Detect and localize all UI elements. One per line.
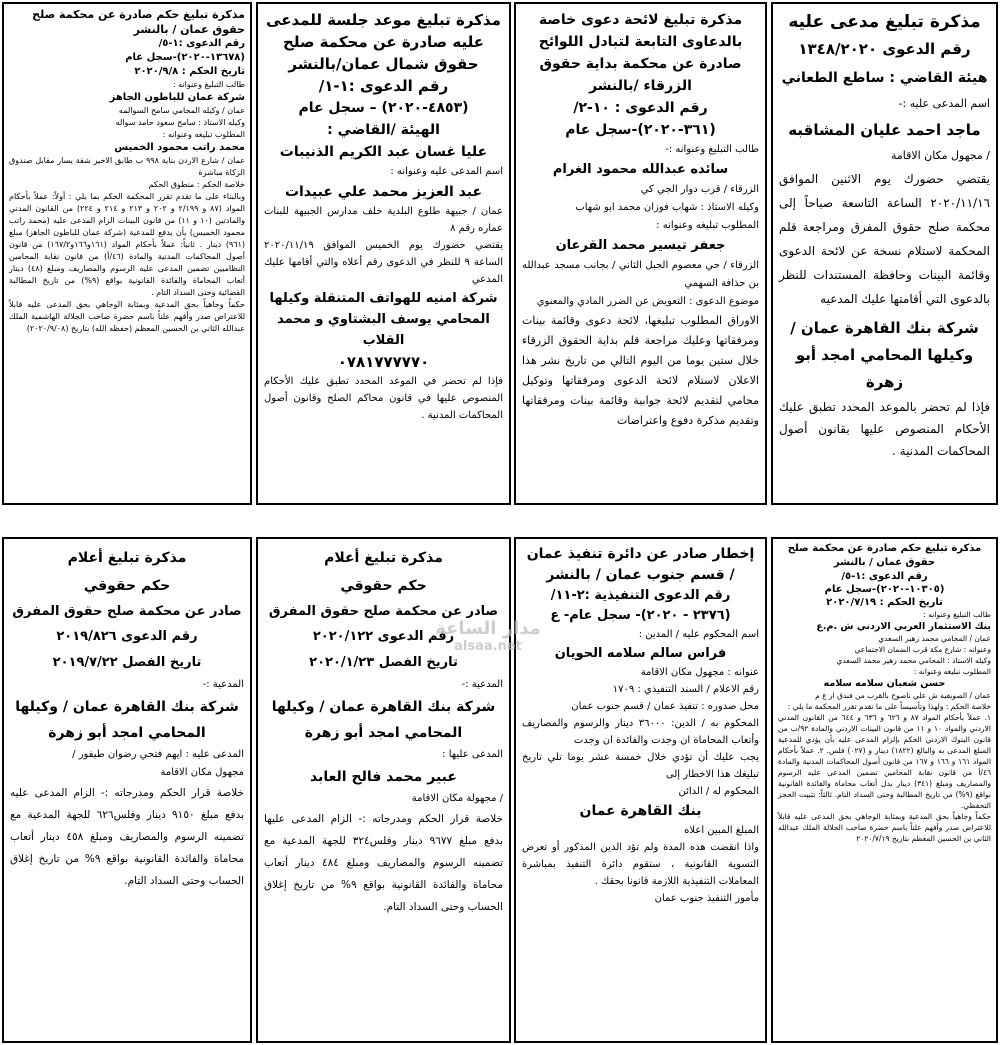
notice-defendant-summons [771, 2, 998, 505]
notice-title: مذكرة تبليغ حكم صادرة عن محكمة صلح حقوق عمان / بالنشر [787, 543, 982, 568]
judge-name: عليا غسان عبد الكريم الذنيبات [279, 144, 488, 160]
notice-claim-statement [514, 2, 767, 505]
notice-title: مذكرة تبليغ لائحة دعوى خاصة بالدعاوى التابعة لتبادل اللوائح صادرة عن محكمة بداية حقوق الزرقاء /بالنشر [538, 12, 743, 94]
court-name: صادر عن محكمة صلح حقوق المفرق [268, 604, 499, 619]
notice-closing: فإذا لم تحضر بالموعد المحدد تطبق عليك الأحكام المنصوص عليها بقانون أصول المحاكمات المدنية . [779, 400, 990, 458]
defendant-address: مجهول مكان الاقامة [160, 767, 244, 778]
requester-name: سائده عبدالله محمود الغرام [552, 162, 729, 177]
judge-label: الهيئة /القاضي : [327, 122, 440, 138]
requester-lawyer: عمان / المحامي محمد زهير السعدي [878, 634, 991, 643]
judgment-summary: خلاصة الحكم : ولهذا وتأسيساً على ما تقدم تقرر المحكمة ما يلي : [787, 702, 991, 711]
creditor-name: بنك القاهرة عمان [579, 803, 702, 819]
defendant-label: اسم المدعى عليه :- [898, 97, 990, 110]
plaintiff-name: شركة بنك القاهرة عمان / وكيلها المحامي امجد أبو زهرة [790, 319, 979, 391]
debtor-label: اسم المحكوم عليه / المدين : [638, 629, 759, 640]
notice-judgment-concrete [2, 2, 252, 505]
case-record: (٢٣٧٦ - ٢٠٢٠)- سجل عام- ع [550, 608, 731, 623]
defendant-name: عبد العزيز محمد علي عبيدات [284, 184, 483, 200]
defendant-name: ماجد احمد عليان المشاقبه [788, 121, 981, 139]
target-name: حسن شعبان سلامه سلامه [823, 678, 946, 689]
notice-title: مذكرة تبليغ موعد جلسة للمدعى عليه صادرة عن محكمة صلح حقوق شمال عمان/بالنشر [266, 11, 501, 73]
defendant-label: المدعى عليها : [442, 749, 503, 760]
defendant-label: اسم المدعى عليه وعنوانه : [390, 166, 503, 177]
notice-judgment-abeer [256, 537, 511, 1043]
notice-session-date [256, 2, 511, 505]
target-label: المطلوب تبليغه وعنوانه : [913, 667, 991, 676]
notice-title: مذكرة تبليغ أعلام [67, 550, 187, 566]
case-number: رقم الدعوى ٢٠٢٠/١٢٢ [312, 629, 455, 644]
target-address: الزرقاء / حي معصوم الجبل الثاني / بجانب مسجد عبدالله بن حذافة السهمي [522, 260, 759, 289]
case-record: (١٣٦٧٨-٢٠٢٠)-سجل عام [125, 52, 245, 63]
case-number: رقم الدعوى ٢٠١٩/٨٢٦ [56, 629, 198, 644]
requester-address: وعنوانه : شارع مكة قرب الضمان الاجتماعي [854, 645, 991, 654]
requester-lawyer: وكيله الاستاذ : سامح سعود حامد سواله [115, 118, 245, 127]
notice-closing: حكماً وجاهياً بحق المدعية وبمثابة الوجاهي بحق المدعى عليه قابلاً للاعتراض صدر وأفهم علناً باسم حضرة صاحب الجلالة الهاشمية الملك عبدالله الثاني بن الحسين المعظم (حفظه الله) بتاريخ (٢٠٢٠/٩/٠٨) [9, 300, 245, 333]
defendant-address: عمان / جبيهة طلوع البلدية خلف مدارس الجبيهة للبنات عماره رقم ٨ [264, 206, 503, 234]
case-number: رقم الدعوى :١-٥/ [158, 38, 245, 49]
plaintiff-label: المدعية :- [461, 679, 503, 690]
case-record: (١٠٣٠٥-٢٠٢٠)-سجل عام [824, 584, 945, 595]
case-number: رقم الدعوى :١-١/ [318, 77, 449, 95]
plaintiff-label: المدعية :- [202, 679, 244, 690]
requester-lawyer-full: وكيله الاستاذ : المحامي محمد زهير محمد السعدي [836, 656, 991, 665]
notice-title: مذكرة تبليغ مدعى عليه [788, 12, 981, 32]
signature: مأمور التنفيذ جنوب عمان [654, 893, 759, 904]
notice-execution [514, 537, 767, 1043]
judgment-date: تاريخ الحكم : ٢٠٢٠/٩/٨ [134, 66, 245, 77]
case-number: رقم الدعوى التنفيذية :٢-١١/ [550, 588, 731, 603]
target-name: جعفر تيسير محمد القرعان [555, 238, 726, 253]
notice-body: الاوراق المطلوب تبليغها، لائحة دعوى وقائمة بينات ومرفقاتها وعليك مراجعة قلم بداية الحقوق الزرقاء خلال ستين يوما من اليوم التالي من تاريخ نشر هذا الاعلان لاستلام لائحة الدعوى ومرفقاتها وتوكيل محامي لتقديم لائحة جوابية وقائمة بينات ومرفقاتها وتقديم مذكرة دفوع واعتراضات [522, 314, 759, 427]
requester-address: عمان / وكيله المحامي سامح السوالمه [118, 106, 245, 115]
case-number: رقم الدعوى : ١٠-٢/ [573, 100, 708, 116]
notice-body: يقتضي حضورك يوم الخميس الموافق ٢٠٢٠/١١/١٩ الساعة ٩ للنظر في الدعوى رقم أعلاه والتي أقامها عليك المدعي [264, 240, 503, 285]
notice-subtitle: حكم حقوقي [83, 578, 171, 594]
notice-title: مذكرة تبليغ أعلام [324, 550, 443, 566]
target-name: محمد راتب محمود الخميس [114, 142, 245, 153]
judgment-amount: المحكوم به / الدين: ٣٦٠٠٠ دينار والرسوم والمصاريف وأتعاب المحاماة ان وجدت والفائدة ان وجدت [522, 718, 759, 746]
requester-label: طالب التبليغ وعنوانه :- [665, 144, 759, 155]
judgment-date: تاريخ الحكم : ٢٠٢٠/٧/١٩ [826, 597, 943, 608]
decision-date: تاريخ الفصل ٢٠٢٠/١/٢٣ [309, 655, 458, 670]
notice-body: يجب عليك أن تؤدي خلال خمسة عشر يوما تلي تاريخ تبليغك هذا الاخطار إلى [522, 752, 759, 780]
judge-name: هيئة القاضي : ساطع الطعاني [781, 70, 988, 86]
notice-closing: واذا انقضت هذه المدة ولم تؤد الدين المذكور أو تعرض التسوية القانونية ، ستقوم دائرة التنفيذ بمباشرة المعاملات التنفيذية اللازمة قانونا بحقك . [522, 842, 759, 887]
notice-closing: حكماً وجاهياً بحق المدعية وبمثابة الوجاهي بحق المدعى عليه قابلاً للاعتراض صدر وأفهم علناً باسم حضرة صاحب الجلالة الملك عبدالله الثاني بن الحسين المعظم بتاريخ ٢٠٢٠/٧/١٩ [778, 812, 991, 843]
creditor-label: المحكوم له / الدائن [678, 786, 759, 797]
requester-label: طالب التبليغ وعنوانه : [923, 610, 991, 619]
notice-body: وبالبناء على ما تقدم تقرر المحكمة الحكم بما يلي : أولاً: عملاً بأحكام المواد (٨٧ و ٢/١٩٩ و ٢٠٢ و ٢١٣ و ٢١٤ و ٢٢٤) من القانون المدني والمادتين (١٠ و ١١) من قانون البينات الزام المدعى عليه (محمد راتب محمود الخميس) بأن يدفع للمدعية (شركة عمان للباطون الجاهز) مبلغ (٩٦١) دينار . ثانياً: عملاً بأحكام المواد (١٦١و١٦٦و١٦٧/٢) من قانون أصول المحاكمات المدنية والمادة (٤٦/أ) من قانون نقابة المحامين النظاميين تضمين المدعى عليه الرسوم والمصاريف ومبلغ (٤٨) دينار أتعاب المحاماة والفائدة القانونية بواقع (٩%) من تاريخ المطالبة القضائية وحتى السداد التام . [9, 192, 246, 297]
case-subject: موضوع الدعوى : التعويض عن الضرر المادي والمعنوي [536, 296, 759, 307]
case-record: (٣٦١-٢٠٢٠)-سجل عام [565, 122, 716, 138]
notice-title: مذكرة تبليغ حكم صادرة عن محكمة صلح حقوق عمان / بالنشر [32, 8, 245, 36]
notice-judgment-bank [771, 537, 998, 1043]
case-number: رقم الدعوى ١٣٤٨/٢٠٢٠ [798, 40, 971, 58]
notice-title: إخطار صادر عن دائرة تنفيذ عمان / قسم جنوب عمان / بالنشر [526, 546, 755, 583]
requester-name: بنك الاستثمار العربي الاردني ش .م.ع [816, 621, 991, 632]
notice-judgment-ayham [2, 537, 252, 1043]
issuer: محل صدوره : تنفيذ عمان / قسم جنوب عمان [571, 701, 759, 712]
target-label: المطلوب تبليغه وعنوانه : [162, 130, 245, 139]
target-label: المطلوب تبليغه وعنوانه : [656, 220, 759, 231]
amount-note: المبلغ المبين اعلاه [684, 825, 759, 836]
case-number: رقم الدعوى :١-٥/ [841, 571, 928, 582]
case-record: (٤٨٥٣-٢٠٢٠) – سجل عام [298, 100, 469, 116]
plaintiff-name: شركة بنك القاهرة عمان / وكيلها المحامي امجد أبو زهرة [15, 699, 239, 741]
target-address: عمان / شارع الاردن بناية ٩٩٨ ب طابق الاخير شقة يسار مقابل صندوق الزكاة مباشرة [9, 156, 246, 177]
notice-body: ١. عملاً بأحكام المواد ٨٧ و ٦٢٦ و ٦٣٦ و ٦٤٤ من القانون المدني الاردني والمواد ١٠ و ١١ من قانون البينات الاردني والمادة ٩٢/ب من قانون البنوك الاردني الحكم بإلزام المدعى عليه بأن يؤدي للمدعية المبلغ المدعى به والبالغ (١٨٢٢) دينار و (٠٢٧) فلس. ٢. عملاً بأحكام المواد ١٦١ و ١٦٦ و ١٦٧ من قانون أصول المحاكمات المدنية والمادة ٤٦/أ من قانون نقابة المحامين تضمين المدعى عليه الرسوم والمصاريف ومبلغ (٣٤١) دينار بدل أتعاب محاماة والفائدة القانونية بواقع (٩%) من تاريخ المطالبة وحتى السداد التام. ثالثاً: تثبيت الحجز التحفظي. [778, 713, 992, 810]
notice-subtitle: حكم حقوقي [340, 578, 427, 594]
debtor-name: فراس سالم سلامه الحويان [554, 646, 727, 661]
requester-name: شركة عمان للباطون الجاهز [109, 92, 245, 103]
defendant-label: المدعى عليه : ايهم فتحي رضوان طيفور / [72, 749, 244, 760]
defendant-address: / مجهول مكان الاقامة [890, 149, 990, 162]
phone-number: ٠٧٨١٧٧٧٧٧٠ [337, 353, 430, 371]
debtor-address: عنوانه : مجهول مكان الاقامة [640, 667, 759, 678]
reference-number: رقم الاعلام / السند التنفيذي : ١٧٠٩ [612, 684, 759, 695]
requester-address: الزرقاء / قرب دوار الجي كي [640, 184, 759, 195]
notice-body: يقتضي حضورك يوم الاثنين الموافق ٢٠٢٠/١١/١٦ الساعة التاسعة صباحاً إلى محكمة صلح حقوق المفرق ومراجعة قلم المحكمة لاستلام نسخة عن لائحة الدعوى وقائمة البينات وحافظة المستندات للنظر بالدعوى التي أقامتها عليك المدعيه [779, 172, 990, 306]
notice-body: خلاصة قرار الحكم ومدرجاته :- الزام المدعى عليها بدفع مبلغ ٩٦٧٧ دينار وفلس٣٢٤ للجهة المدعية مع تضمينه الرسوم والمصاريف ومبلغ ٤٨٤ دينار أتعاب محاماة والفائدة القانونية بواقع ٩% من تاريخ إغلاق الحساب وحتى السداد التام. [264, 813, 503, 913]
target-address: عمان / الصويفيه ش علي ناصوح بالقرب من فندق ار ع م [815, 691, 991, 700]
plaintiff-name: شركة بنك القاهرة عمان / وكيلها المحامي امجد أبو زهرة [271, 699, 496, 741]
notice-closing: فإذا لم تحضر في الموعد المحدد تطبق عليك الأحكام المنصوص عليها في قانون محاكم الصلح وقانون أصول المحاكمات المدنية . [264, 376, 503, 421]
requester-label: طالب التبليغ وعنوانه : [172, 80, 245, 89]
defendant-address: / مجهولة مكان الاقامة [411, 793, 503, 804]
court-name: صادر عن محكمة صلح حقوق المفرق [12, 604, 242, 619]
defendant-name: عبير محمد فالح العابد [310, 769, 457, 785]
watermark-url: alsaa.net [454, 639, 522, 654]
requester-lawyer: وكيله الاستاذ : شهاب فوزان محمد ابو شهاب [575, 202, 759, 213]
notice-body: خلاصة قرار الحكم ومدرجاته :- الزام المدعى عليه بدفع مبلغ ٩١٥٠ دينار وفلس٦٢٦ للجهة المدعية مع تضمينه الرسوم والمصاريف ومبلغ ٤٥٨ دينار أتعاب محاماة والفائدة القانونية بواقع ٩% من تاريخ إغلاق الحساب وحتى السداد التام. [10, 787, 244, 887]
plaintiff-name: شركة امنيه للهواتف المتنقلة وكيلها المحامي يوسف البشتاوي و محمد القلاب [269, 291, 498, 348]
watermark-text: مدار الساعة [435, 618, 541, 639]
judgment-summary: خلاصة الحكم : منطوق الحكم [148, 180, 245, 189]
decision-date: تاريخ الفصل ٢٠١٩/٧/٢٢ [52, 655, 202, 670]
